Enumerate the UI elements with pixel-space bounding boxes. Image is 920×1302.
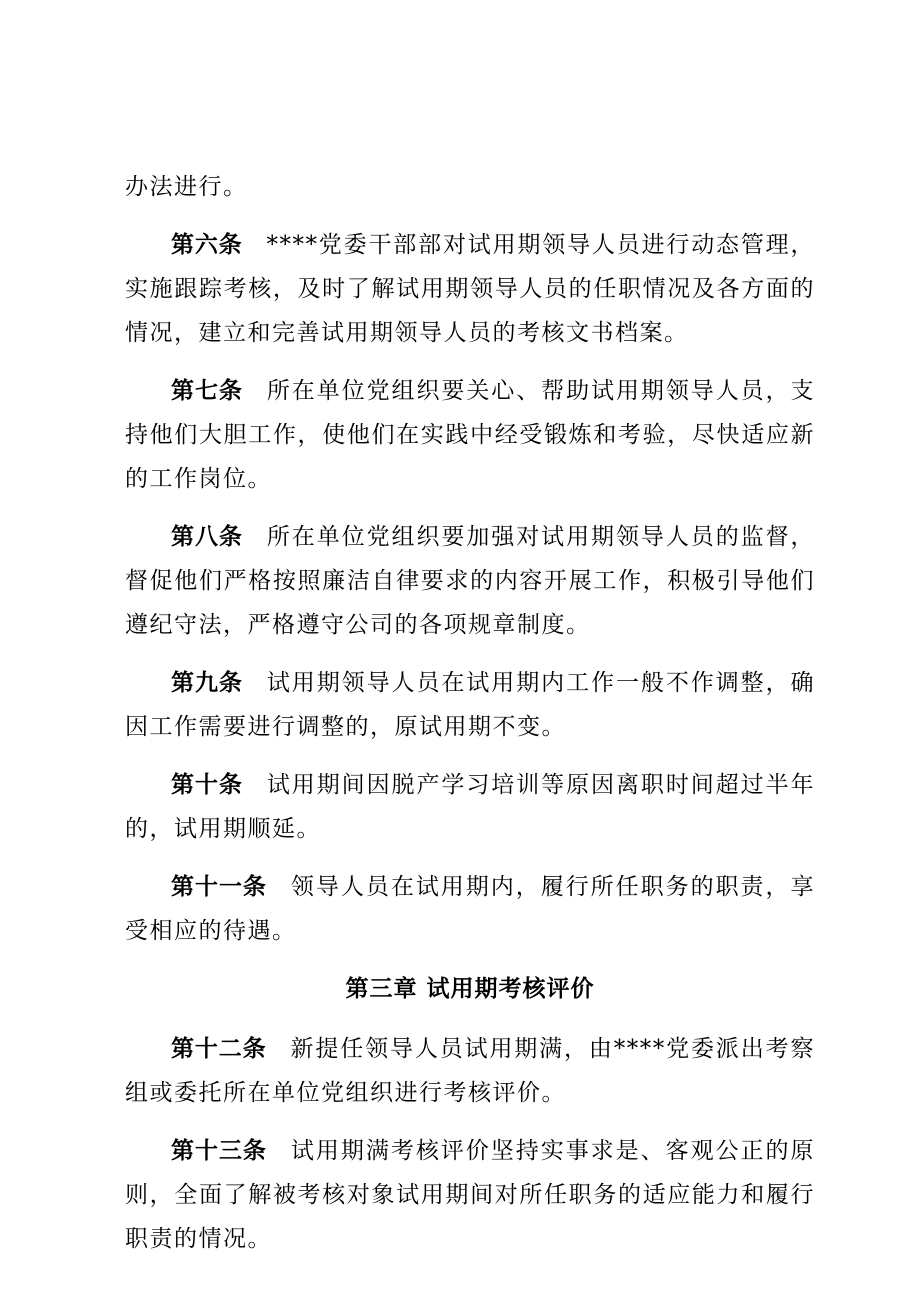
article-text: 新提任领导人员试用期满，由****党委派出考察组或委托所在单位党组织进行考核评价。 (125, 1036, 816, 1106)
article-13 (125, 1129, 815, 1261)
article-7 (125, 369, 815, 501)
article-label: 第八条 (171, 524, 243, 550)
document-body (125, 165, 815, 1275)
article-label: 第十条 (171, 772, 243, 798)
article-text: 试用期领导人员在试用期内工作一般不作调整，确因工作需要进行调整的，原试用期不变。 (125, 670, 815, 740)
lead-paragraph (125, 165, 815, 209)
article-6 (125, 223, 815, 355)
article-label: 第十二条 (171, 1036, 267, 1062)
article-text: 试用期间因脱产学习培训等原因离职时间超过半年的，试用期顺延。 (125, 772, 815, 842)
article-text: 领导人员在试用期内，履行所任职务的职责，享受相应的待遇。 (125, 874, 816, 944)
article-12 (125, 1027, 815, 1115)
article-text: 试用期满考核评价坚持实事求是、客观公正的原则，全面了解被考核对象试用期间对所任职务的适应能力和履行职责的情况。 (125, 1138, 816, 1252)
article-11 (125, 865, 815, 953)
article-label: 第九条 (171, 670, 243, 696)
article-text: ****党委干部部对试用期领导人员进行动态管理，实施跟踪考核，及时了解试用期领导人员的任职情况及各方面的情况，建立和完善试用期领导人员的考核文书档案。 (125, 232, 816, 346)
lead-text: 办法进行。 (125, 174, 248, 200)
article-9 (125, 661, 815, 749)
article-label: 第十三条 (171, 1138, 267, 1164)
article-label: 第十一条 (171, 874, 267, 900)
article-label: 第七条 (171, 378, 243, 404)
article-8 (125, 515, 815, 647)
article-label: 第六条 (171, 232, 243, 258)
article-text: 所在单位党组织要关心、帮助试用期领导人员，支持他们大胆工作，使他们在实践中经受锻炼和考验，尽快适应新的工作岗位。 (125, 378, 815, 492)
article-10 (125, 763, 815, 851)
chapter-title: 第三章 试用期考核评价 (345, 976, 595, 1002)
article-text: 所在单位党组织要加强对试用期领导人员的监督，督促他们严格按照廉洁自律要求的内容开展工作，积极引导他们遵纪守法，严格遵守公司的各项规章制度。 (125, 524, 815, 638)
